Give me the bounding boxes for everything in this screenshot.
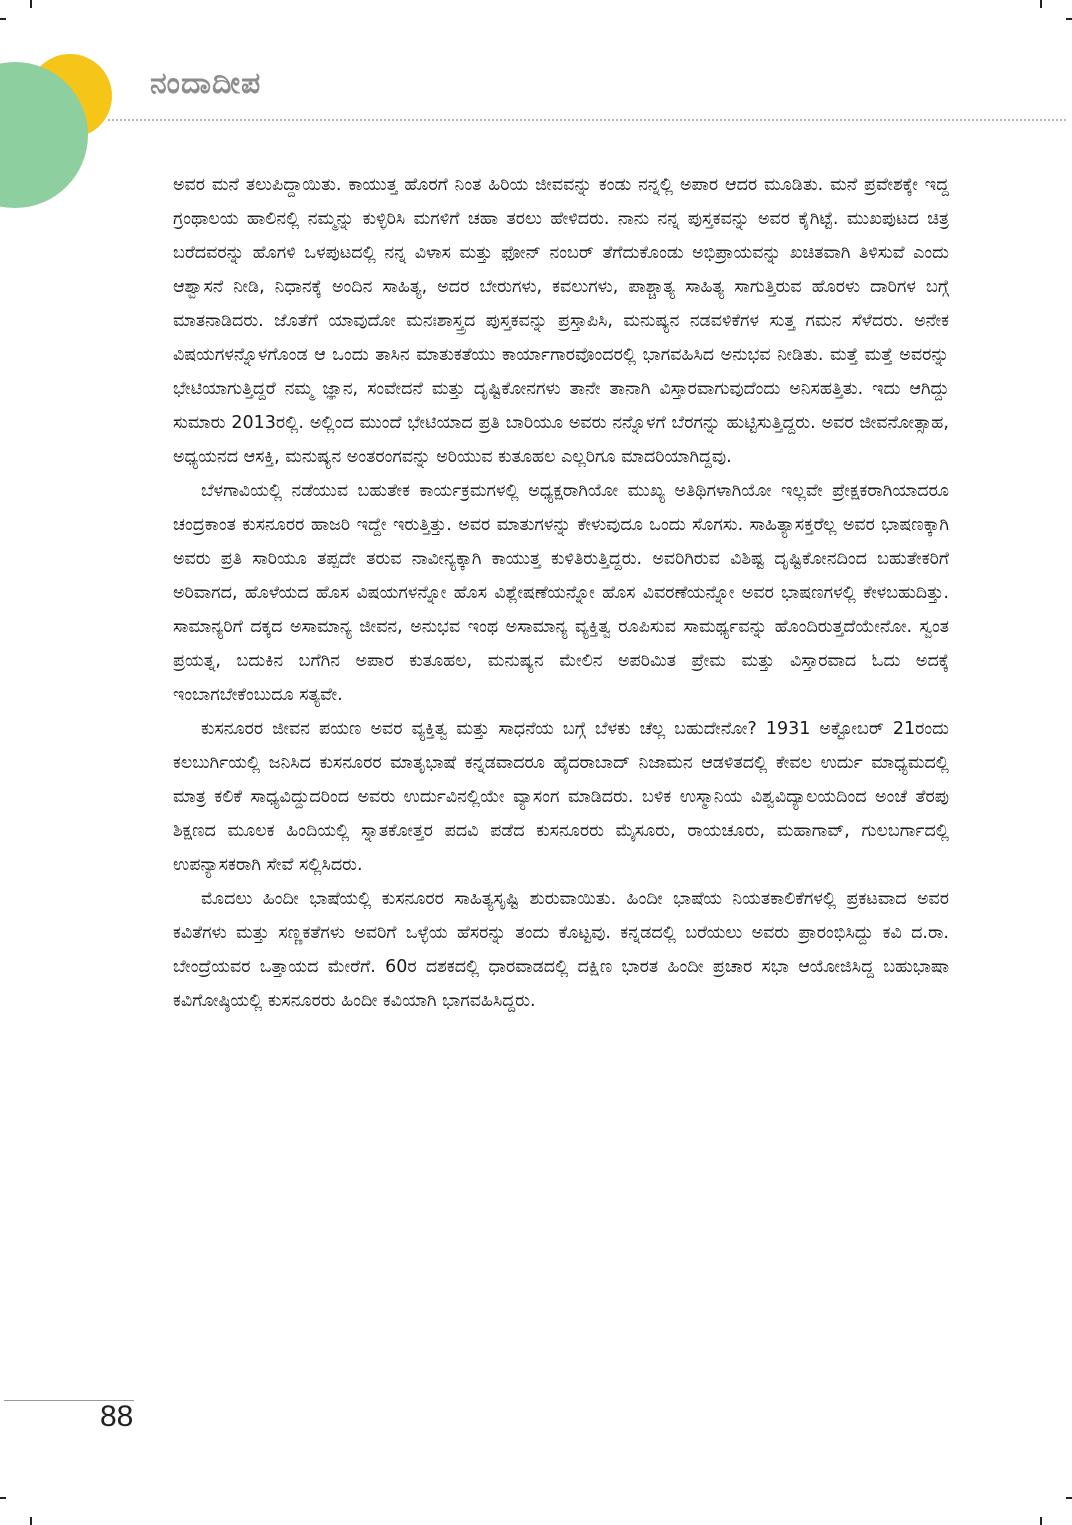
crop-mark-top-right	[1040, 0, 1042, 8]
paragraph-1: ಅವರ ಮನೆ ತಲುಪಿದ್ದಾಯಿತು. ಕಾಯುತ್ತ ಹೊರಗೆ ನಿಂತ ಹಿರಿಯ ಜೀವವನ್ನು ಕಂಡು ನನ್ನಲ್ಲಿ ಅಪಾರ ಆದರ ಮೂಡಿತು. ಮನೆ ಪ್ರವೇಶಕ್ಕೇ ಇದ್ದ ಗ್ರಂಥಾಲಯ ಹಾಲಿನಲ್ಲಿ ನಮ್ಮನ್ನು ಕುಳ್ಳಿರಿಸಿ ಮಗಳಿಗೆ ಚಹಾ ತರಲು ಹೇಳಿದರು. ನಾನು ನನ್ನ ಪುಸ್ತಕವನ್ನು ಅವರ ಕೈಗಿಟ್ಟೆ. ಮುಖಪುಟದ ಚಿತ್ರ ಬರೆದವರನ್ನು ಹೊಗಳಿ ಒಳಪುಟದಲ್ಲಿ ನನ್ನ ವಿಳಾಸ ಮತ್ತು ಫೋನ್ ನಂಬರ್ ತೆಗೆದುಕೊಂಡು ಅಭಿಪ್ರಾಯವನ್ನು ಖಚಿತವಾಗಿ ತಿಳಿಸುವೆ ಎಂದು ಆಶ್ವಾಸನೆ ನೀಡಿ, ನಿಧಾನಕ್ಕೆ ಅಂದಿನ ಸಾಹಿತ್ಯ, ಅದರ ಬೇರುಗಳು, ಕವಲುಗಳು, ಪಾಶ್ಚಾತ್ಯ ಸಾಹಿತ್ಯ ಸಾಗುತ್ತಿರುವ ಹೊರಳು ದಾರಿಗಳ ಬಗ್ಗೆ ಮಾತನಾಡಿದರು. ಜೊತೆಗೆ ಯಾವುದೋ ಮನಃಶಾಸ್ತ್ರದ ಪುಸ್ತಕವನ್ನು ಪ್ರಸ್ತಾಪಿಸಿ, ಮನುಷ್ಯನ ನಡವಳಿಕೆಗಳ ಸುತ್ತ ಗಮನ ಸೆಳೆದರು. ಅನೇಕ ವಿಷಯಗಳನ್ನೊಳಗೊಂಡ ಆ ಒಂದು ತಾಸಿನ ಮಾತುಕತೆಯು ಕಾರ್ಯಾಗಾರವೊಂದರಲ್ಲಿ ಭಾಗವಹಿಸಿದ ಅನುಭವ ನೀಡಿತು. ಮತ್ತೆ ಮತ್ತೆ ಅವರನ್ನು ಭೇಟಿಯಾಗುತ್ತಿದ್ದರೆ ನಮ್ಮ ಜ್ಞಾನ, ಸಂವೇದನೆ ಮತ್ತು ದೃಷ್ಟಿಕೋನಗಳು ತಾನೇ ತಾನಾಗಿ ವಿಸ್ತಾರವಾಗುವುದೆಂದು ಅನಿಸಹತ್ತಿತು. ಇದು ಆಗಿದ್ದು ಸುಮಾರು 2013ರಲ್ಲಿ. ಅಲ್ಲಿಂದ ಮುಂದೆ ಭೇಟಿಯಾದ ಪ್ರತಿ ಬಾರಿಯೂ ಅವರು ನನ್ನೊಳಗೆ ಬೆರಗನ್ನು ಹುಟ್ಟಿಸುತ್ತಿದ್ದರು. ಅವರ ಜೀವನೋತ್ಸಾಹ, ಅಧ್ಯಯನದ ಆಸಕ್ತಿ, ಮನುಷ್ಯನ ಅಂತರಂಗವನ್ನು ಅರಿಯುವ ಕುತೂಹಲ ಎಲ್ಲರಿಗೂ ಮಾದರಿಯಾಗಿದ್ದವು.	[173, 175, 949, 467]
crop-mark-bottom-right	[1040, 1517, 1042, 1525]
body-text	[173, 168, 949, 1018]
header-dotted-rule	[108, 119, 1066, 121]
crop-mark-top-right-h	[1066, 18, 1072, 20]
crop-mark-bottom-right-h	[1066, 1497, 1072, 1499]
running-header-title: ನಂದಾದೀಪ	[150, 66, 262, 101]
crop-mark-bottom-left-h	[0, 1497, 6, 1499]
page-number: 88	[100, 1400, 134, 1433]
paragraph-3: ಕುಸನೂರರ ಜೀವನ ಪಯಣ ಅವರ ವ್ಯಕ್ತಿತ್ವ ಮತ್ತು ಸಾಧನೆಯ ಬಗ್ಗೆ ಬೆಳಕು ಚೆಲ್ಲ ಬಹುದೇನೋ? 1931 ಅಕ್ಟೋಬರ್ 21ರಂದು ಕಲಬುರ್ಗಿಯಲ್ಲಿ ಜನಿಸಿದ ಕುಸನೂರರ ಮಾತೃಭಾಷೆ ಕನ್ನಡವಾದರೂ ಹೈದರಾಬಾದ್ ನಿಜಾಮನ ಆಡಳಿತದಲ್ಲಿ ಕೇವಲ ಉರ್ದು ಮಾಧ್ಯಮದಲ್ಲಿ ಮಾತ್ರ ಕಲಿಕೆ ಸಾಧ್ಯವಿದ್ದುದರಿಂದ ಅವರು ಉರ್ದುವಿನಲ್ಲಿಯೇ ವ್ಯಾಸಂಗ ಮಾಡಿದರು. ಬಳಿಕ ಉಸ್ಮಾನಿಯ ವಿಶ್ವವಿದ್ಯಾಲಯದಿಂದ ಅಂಚೆ ತೆರಪು ಶಿಕ್ಷಣದ ಮೂಲಕ ಹಿಂದಿಯಲ್ಲಿ ಸ್ನಾತಕೋತ್ತರ ಪದವಿ ಪಡೆದ ಕುಸನೂರರು ಮೈಸೂರು, ರಾಯಚೂರು, ಮಹಾಗಾವ್, ಗುಲಬರ್ಗಾದಲ್ಲಿ ಉಪನ್ಯಾಸಕರಾಗಿ ಸೇವೆ ಸಲ್ಲಿಸಿದರು.	[173, 719, 949, 875]
crop-mark-bottom-left	[30, 1517, 32, 1525]
crop-mark-top-left	[30, 0, 32, 8]
crop-mark-top-left-h	[0, 18, 6, 20]
paragraph-2: ಬೆಳಗಾವಿಯಲ್ಲಿ ನಡೆಯುವ ಬಹುತೇಕ ಕಾರ್ಯಕ್ರಮಗಳಲ್ಲಿ ಅಧ್ಯಕ್ಷರಾಗಿಯೋ ಮುಖ್ಯ ಅತಿಥಿಗಳಾಗಿಯೋ ಇಲ್ಲವೇ ಪ್ರೇಕ್ಷಕರಾಗಿಯಾದರೂ ಚಂದ್ರಕಾಂತ ಕುಸನೂರರ ಹಾಜರಿ ಇದ್ದೇ ಇರುತ್ತಿತ್ತು. ಅವರ ಮಾತುಗಳನ್ನು ಕೇಳುವುದೂ ಒಂದು ಸೊಗಸು. ಸಾಹಿತ್ಯಾಸಕ್ತರೆಲ್ಲ ಅವರ ಭಾಷಣಕ್ಕಾಗಿ ಅವರು ಪ್ರತಿ ಸಾರಿಯೂ ತಪ್ಪದೇ ತರುವ ನಾವೀನ್ಯಕ್ಕಾಗಿ ಕಾಯುತ್ತ ಕುಳಿತಿರುತ್ತಿದ್ದರು. ಅವರಿಗಿರುವ ವಿಶಿಷ್ಟ ದೃಷ್ಟಿಕೋನದಿಂದ ಬಹುತೇಕರಿಗೆ ಅರಿವಾಗದ, ಹೊಳೆಯದ ಹೊಸ ವಿಷಯಗಳನ್ನೋ ಹೊಸ ವಿಶ್ಲೇಷಣೆಯನ್ನೋ ಹೊಸ ವಿವರಣೆಯನ್ನೋ ಅವರ ಭಾಷಣಗಳಲ್ಲಿ ಕೇಳಬಹುದಿತ್ತು. ಸಾಮಾನ್ಯರಿಗೆ ದಕ್ಕದ ಅಸಾಮಾನ್ಯ ಜೀವನ, ಅನುಭವ ಇಂಥ ಅಸಾಮಾನ್ಯ ವ್ಯಕ್ತಿತ್ವ ರೂಪಿಸುವ ಸಾಮರ್ಥ್ಯವನ್ನು ಹೊಂದಿರುತ್ತದೆಯೇನೋ. ಸ್ವಂತ ಪ್ರಯತ್ನ, ಬದುಕಿನ ಬಗೆಗಿನ ಅಪಾರ ಕುತೂಹಲ, ಮನುಷ್ಯನ ಮೇಲಿನ ಅಪರಿಮಿತ ಪ್ರೇಮ ಮತ್ತು ವಿಸ್ತಾರವಾದ ಓದು ಅದಕ್ಕೆ ಇಂಬಾಗಬೇಕೆಂಬುದೂ ಸತ್ಯವೇ.	[173, 481, 949, 705]
paragraph-4: ಮೊದಲು ಹಿಂದೀ ಭಾಷೆಯಲ್ಲಿ ಕುಸನೂರರ ಸಾಹಿತ್ಯಸೃಷ್ಟಿ ಶುರುವಾಯಿತು. ಹಿಂದೀ ಭಾಷೆಯ ನಿಯತಕಾಲಿಕೆಗಳಲ್ಲಿ ಪ್ರಕಟವಾದ ಅವರ ಕವಿತೆಗಳು ಮತ್ತು ಸಣ್ಣಕತೆಗಳು ಅವರಿಗೆ ಒಳ್ಳೆಯ ಹೆಸರನ್ನು ತಂದು ಕೊಟ್ಟವು. ಕನ್ನಡದಲ್ಲಿ ಬರೆಯಲು ಅವರು ಪ್ರಾರಂಭಿಸಿದ್ದು ಕವಿ ದ.ರಾ. ಬೇಂದ್ರೆಯವರ ಒತ್ತಾಯದ ಮೇರೆಗೆ. 60ರ ದಶಕದಲ್ಲಿ ಧಾರವಾಡದಲ್ಲಿ ದಕ್ಷಿಣ ಭಾರತ ಹಿಂದೀ ಪ್ರಚಾರ ಸಭಾ ಆಯೋಜಿಸಿದ್ದ ಬಹುಭಾಷಾ ಕವಿಗೋಷ್ಠಿಯಲ್ಲಿ ಕುಸನೂರರು ಹಿಂದೀ ಕವಿಯಾಗಿ ಭಾಗವಹಿಸಿದ್ದರು.	[173, 889, 949, 1011]
